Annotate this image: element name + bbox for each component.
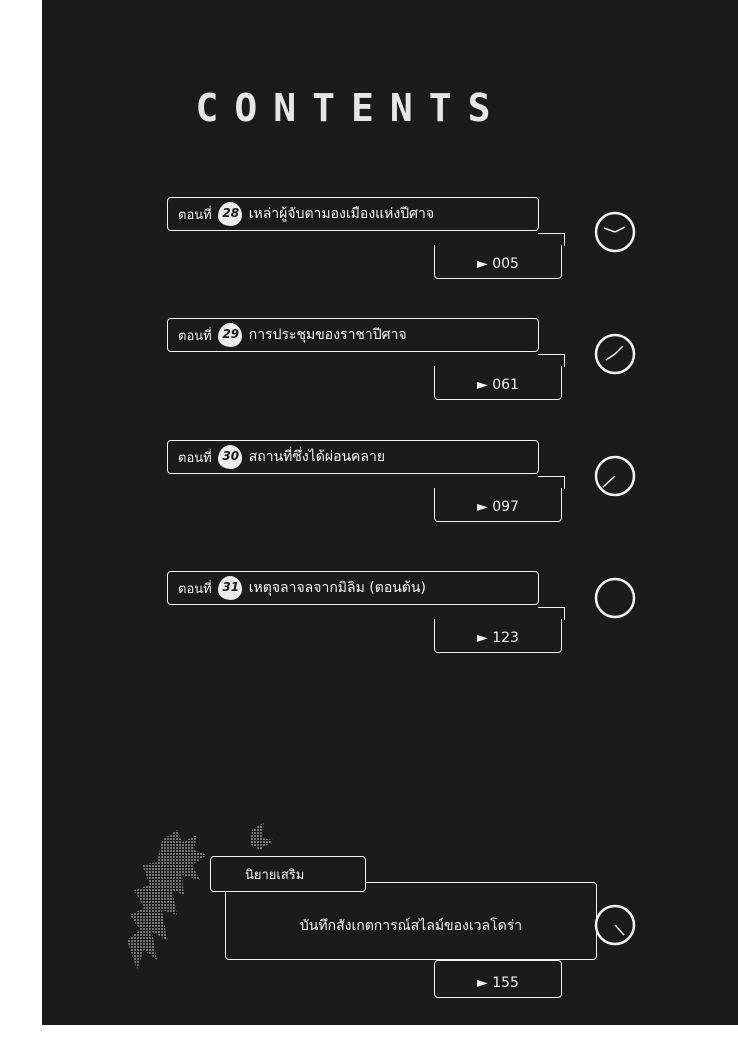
clock-icon <box>593 454 637 498</box>
clock-icon <box>593 210 637 254</box>
page-number: ► 061 <box>477 377 519 393</box>
extra-story-page-box[interactable] <box>434 960 562 998</box>
clock-icon <box>593 332 637 376</box>
chapter-prefix: ตอนที่ <box>178 207 212 223</box>
chapter-number-badge: 28 <box>218 202 244 226</box>
chapter-number-badge: 29 <box>218 323 244 347</box>
page-bottom-margin <box>42 1025 738 1051</box>
page-number: ► 097 <box>477 499 519 515</box>
chapter-prefix: ตอนที่ <box>178 328 212 344</box>
page-title: CONTENTS <box>195 86 507 130</box>
chapter-28-page-box[interactable] <box>434 245 562 279</box>
extra-story-label-box <box>210 856 366 892</box>
chapter-31-title-box[interactable] <box>167 571 539 605</box>
chapter-title: สถานที่ซึ่งได้ผ่อนคลาย <box>248 449 386 465</box>
chapter-29-title-box[interactable] <box>167 318 539 352</box>
extra-story-title-box[interactable] <box>225 882 597 960</box>
chapter-number-badge: 31 <box>218 576 244 600</box>
clock-icon <box>593 576 637 620</box>
chapter-prefix: ตอนที่ <box>178 450 212 466</box>
chapter-29-page-box[interactable] <box>434 366 562 400</box>
page-number: ► 005 <box>477 256 519 272</box>
chapter-title: การประชุมของราชาปีศาจ <box>248 327 407 343</box>
chapter-title: เหล่าผู้จับตามองเมืองแห่งปีศาจ <box>248 206 435 222</box>
extra-story-title: บันทึกสังเกตการณ์สไลม์ของเวลโดร่า <box>299 918 523 934</box>
chapter-28-title-box[interactable] <box>167 197 539 231</box>
page-number: ► 155 <box>477 975 519 991</box>
chapter-title: เหตุจลาจลจากมิลิม (ตอนต้น) <box>248 580 426 596</box>
chapter-31-page-box[interactable] <box>434 619 562 653</box>
page-number: ► 123 <box>477 630 519 646</box>
contents-page <box>42 0 738 1051</box>
chapter-30-title-box[interactable] <box>167 440 539 474</box>
extra-story-label: นิยายเสริม <box>245 867 305 883</box>
clock-icon <box>593 903 637 947</box>
chapter-number-badge: 30 <box>218 445 244 469</box>
chapter-prefix: ตอนที่ <box>178 581 212 597</box>
chapter-30-page-box[interactable] <box>434 488 562 522</box>
